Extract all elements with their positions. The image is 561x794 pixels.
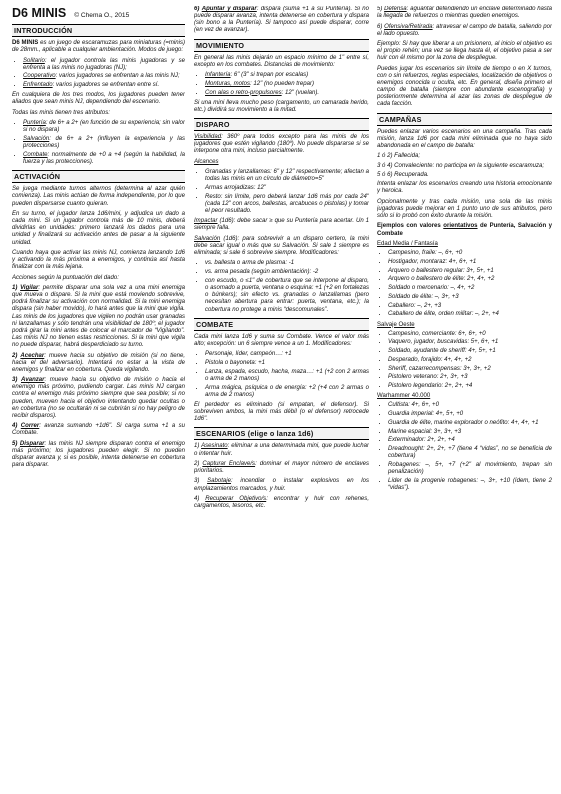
list-item: • Dreadnought: 2+, 2+, +7 (tiene 4 “vidas”, no se beneficia de cobertura) — [388, 446, 552, 460]
examples-heading-part: orientativos — [443, 223, 478, 230]
list-item: • Arma mágica, psíquica o de energía: +2 (+4 con 2 armas o arma de 2 manos) — [205, 385, 369, 399]
section-heading-introduccion: INTRODUCCIÓN — [12, 24, 185, 37]
list-item — [23, 58, 185, 72]
section-heading-activacion: ACTIVACIÓN — [12, 170, 185, 183]
list-item: • Marine espacial: 3+, 3+, +3 — [388, 429, 552, 436]
scenario-number: 3) — [194, 478, 200, 485]
attribute-label: Puntería — [23, 120, 46, 127]
intro-text: es un juego de escaramuzas para miniaturas (=minis) de 28mm., aplicable a cualquier ambientación. Modos de juego: — [12, 40, 185, 54]
save-label: Salvación — [194, 235, 221, 242]
list-item: • Campesino, fraile: –, 6+, +0 — [388, 250, 552, 257]
list-item — [205, 72, 369, 79]
scenario-entry — [194, 461, 369, 475]
scenario-label: Defensa — [384, 6, 407, 12]
impact-text: (1d6): debe sacar ≥ que su Puntería para acertar. Un 1 siempre falla. — [194, 218, 369, 232]
scenario-text: : aguantar defendiendo un enclave determinado hasta la llegada de refuerzos o mientras queden enemigos. — [377, 6, 552, 20]
list-item — [205, 90, 369, 97]
group-list — [377, 402, 552, 492]
list-item: • Campesino, comerciante: 6+, 6+, +0 — [388, 331, 552, 338]
list-item: • Soldado de élite: –, 3+, +3 — [388, 294, 552, 301]
impact-paragraph — [194, 218, 369, 232]
campaign-roll: 1 ó 2) Fallecida; — [377, 153, 421, 160]
list-item: • Guardia imperial: 4+, 5+, +0 — [388, 411, 552, 418]
nj-paragraph: En cualquiera de los tres modos, los jugadores pueden tener aliados que sean minis NJ, dependiendo del escenario. — [12, 92, 185, 106]
action-label: Vigilar — [20, 284, 39, 291]
scenario-entry — [377, 6, 552, 20]
list-item: • Pistolero legendario: 2+, 2+, +4 — [388, 383, 552, 390]
campaign-paragraph: Puedes enlazar varios escenarios en una campaña. Tras cada misión, lanza 1d6 por cada mini eliminada que no haya sido abandonada en el campo de batalla: — [377, 128, 552, 149]
campaign-roll: 3 ó 4) Convaleciente: no participa en la siguiente escaramuza; — [377, 162, 545, 169]
mode-text: : varios jugadores se enfrentan a las minis NJ; — [55, 73, 180, 80]
action-number: 2) — [12, 352, 18, 359]
attribute-text: : normalmente de +0 a +4 (según la habilidad, la fuerza y las protecciones). — [23, 151, 185, 166]
visibility-label: Visibilidad — [194, 134, 222, 141]
scenario-number: 2) — [194, 460, 200, 467]
action-number: 3) — [12, 377, 18, 384]
list-item: • Caballero: –, 2+, +3 — [388, 303, 552, 310]
section-heading-disparo: DISPARO — [194, 118, 369, 131]
column-2 — [194, 6, 369, 790]
scenario-label: Ofensiva/Retirada — [384, 23, 433, 30]
action-text: : mueve hacia su objetivo de misión (si no tiene, hacia el del adversario). Intentará no estar a la vista de enemigos y finalizar en cobertura. Queda vigilando. — [12, 352, 185, 373]
list-item: • Robagenes: –, 5+, +7 (+2" al movimiento, trepan sin penalización) — [388, 462, 552, 476]
scenario-number: 1) — [194, 443, 200, 450]
list-item: • Desperado, forajido: 4+, 4+, +2 — [388, 357, 552, 364]
list-item — [23, 82, 185, 89]
list-item: • Arquero o ballestero regular: 3+, 5+, +1 — [388, 268, 552, 275]
list-item: • Armas arrojadizas: 12" — [205, 185, 369, 192]
list-item: • Pistolero veterano: 2+, 3+, +3 — [388, 374, 552, 381]
movement-paragraph: Si una mini lleva mucho peso (cargamento, un camarada herido, etc.) dividirá su movimiento a la mitad. — [194, 99, 369, 113]
action-label: Acechar — [20, 352, 45, 359]
group-title: Edad Media / Fantasía — [377, 240, 438, 247]
action-label: Apuntar y disparar — [201, 6, 257, 12]
scenario-number: 6) — [377, 23, 383, 30]
mode-text: : varios jugadores se enfrentan entre sí. — [52, 82, 160, 89]
list-item — [23, 152, 185, 166]
combat-paragraph: Cada mini lanza 1d6 y suma su Combate. Vence el valor más alto; excepción: un 6 siempre vence a un 1. Modificadores: — [194, 333, 369, 347]
document-header — [12, 6, 185, 20]
section-heading-escenarios: ESCENARIOS (elige o lanza 1d6) — [194, 427, 369, 440]
scenario-label: Asesinato — [201, 443, 228, 450]
attribute-label: Combate — [23, 151, 48, 158]
list-item: • Sheriff, cazarrecompensas: 3+, 3+, +2 — [388, 366, 552, 373]
action-text: : dispara (suma +1 a su Puntería). Si no puede disparar avanza, intenta detenerse en cobertura y dispara (sin bono a la Puntería). Si tampoco así puede disparar, corre (en vez de avanzar). — [194, 6, 369, 34]
list-item — [23, 120, 185, 134]
mode-text: : el jugador controla las minis jugadoras y se enfrenta a las minis no jugadoras (NJ); — [23, 57, 185, 71]
list-item: • Caballero de élite, orden militar: –, 2+, +4 — [388, 311, 552, 318]
list-item: • Pistola o bayoneta: +1 — [205, 360, 369, 367]
action-entry — [194, 6, 369, 35]
section-heading-combate: COMBATE — [194, 318, 369, 331]
save-paragraph — [194, 236, 369, 257]
save-text: (1d6): para sobrevivir a un disparo certero, la mini debe sacar igual o más que su Salvación. Si sale 1 siempre es eliminada; si sale 6 sobrevive siempre. Modificadores: — [194, 235, 369, 257]
campaign-roll: 5 ó 6) Recuperada. — [377, 171, 429, 178]
action-entry — [12, 377, 185, 420]
movement-paragraph: En general las minis dejarán un espacio mínimo de 1" entre sí, excepto en los combates. Distancias de movimiento: — [194, 54, 369, 68]
scenario-entry — [194, 496, 369, 510]
scenario-text: : dominar el mayor número de enclaves prioritarios. — [194, 460, 369, 474]
action-text: : permite disparar una sola vez a una mini enemiga que mueva o dispare. Si la mini que está moviendo sobrevive, podrá finalizar su activación con normalidad. Si la mini enemiga dispara (sin haber movido), lo hará antes que la mini que vigila. Las minis de los jugadores que vigilen no podrán usar granadas ni lanzallamas y sólo tendrán una visibilidad de 180º; el jugador podrá girar la mini antes de colocar el marcador de “Vigilando”. Las minis NJ no tienen estas restricciones. Si la mini que vigila no puede disparar, habrá desperdiciado su turno. — [12, 284, 185, 349]
list-item — [23, 73, 185, 80]
action-number: 5) — [12, 440, 18, 447]
scenario-entry — [194, 443, 369, 457]
examples-heading-part: de Puntería, Salvación y Combate — [377, 223, 552, 237]
campaign-paragraph: Intenta enlazar los escenarios creando una historia emocionante y heroica. — [377, 181, 552, 195]
combat-modifiers-list — [194, 351, 369, 399]
scenario-text: : incendiar o instalar explosivos en los emplazamientos marcados, y huir. — [194, 478, 369, 492]
movement-label: Monturas, motos — [205, 80, 251, 87]
list-item: • Líder de la progenie robagenes: –, 3+, +10 (ídem, tiene 2 “vidas”). — [388, 478, 552, 492]
section-heading-campanas: CAMPAÑAS — [377, 113, 552, 126]
list-item: • Vaquero, jugador, buscavidas: 5+, 6+, +1 — [388, 339, 552, 346]
attribute-label: Salvación — [23, 136, 50, 143]
copyright-notice: © Chema O., 2015 — [74, 12, 130, 19]
group-list — [377, 250, 552, 318]
action-number: 1) — [12, 284, 18, 291]
mode-label: Solitario — [23, 57, 45, 64]
scenario-text: : encontrar y huir con rehenes, cargamentos, tesoros, etc. — [194, 495, 369, 509]
scenario-number: 4) — [194, 495, 200, 502]
movement-label: Con alas o retro-propulsores — [205, 89, 282, 96]
scenario-label: Recuperar Objetivo/s — [205, 495, 267, 502]
impact-label: Impactar — [194, 218, 218, 225]
list-item — [23, 136, 185, 150]
list-item: • Granadas y lanzallamas: 6" y 12" respectivamente; afectan a todas las minis en un círculo de diámetro=5" — [205, 169, 369, 183]
movement-text: : 6" (3" si trepan por escalas) — [230, 72, 309, 79]
group-title: Salvaje Oeste — [377, 321, 415, 328]
column-3 — [377, 6, 552, 790]
action-entry — [12, 423, 185, 437]
mode-label: Enfrentado — [23, 82, 53, 89]
attributes-intro: Todas las minis tienen tres atributos: — [12, 109, 110, 116]
examples-heading — [377, 223, 552, 237]
ranges-label: Alcances — [194, 158, 219, 165]
activation-paragraph: Se juega mediante turnos alternos (determina al azar quién comienza). Las minis actúan de forma independiente, por lo que pueden dispersarse cuanto quieran. — [12, 186, 185, 207]
action-text: : avanza sumando +1d6". Si carga suma +1 a su Combate. — [12, 423, 185, 437]
group-title: Warhammer 40.000 — [377, 393, 431, 400]
scenario-label: Sabotaje — [207, 478, 231, 485]
section-heading-movimiento: MOVIMIENTO — [194, 39, 369, 52]
intro-lead: D6 MINIS — [12, 40, 39, 46]
list-item: • vs. arma pesada (según ambientación): -2 — [205, 269, 369, 276]
game-modes-list — [12, 58, 185, 90]
action-entry — [12, 353, 185, 374]
scenario-text: : atravesar el campo de batalla, saliendo por el lado opuesto. — [377, 23, 552, 37]
column-1 — [12, 6, 185, 790]
list-item: • Guardia de élite, marine explorador o neófito: 4+, 4+, +1 — [388, 420, 552, 427]
attributes-list — [12, 120, 185, 166]
scenario-number: 5) — [377, 6, 383, 12]
list-item: • Cultista: 4+, 6+, +0 — [388, 402, 552, 409]
ranges-list — [194, 169, 369, 215]
list-item — [205, 81, 369, 88]
action-entry — [12, 441, 185, 470]
list-item: • con escudo, o ≤1" de cobertura que se interpone al disparo, o asomado a puerta, ventana o esquina: +1 (+2 en fortalezas o búnkers); sin efecto vs. granadas o lanzallamas (pero necesitan abertura para entrar: puerta, ventana, etc.); la cobertura no protege a minis “descomunales”. — [205, 278, 369, 314]
combat-paragraph: El perdedor es eliminado (si empatan, el defensor). Si sobreviven ambos, la mini más débil (o el defensor) retrocede 1d6". — [194, 401, 369, 423]
examples-heading-part: Ejemplos con valores — [377, 223, 444, 230]
activation-paragraph: Acciones según la puntuación del dado: — [12, 274, 119, 281]
activation-paragraph: Cuando haya que activar las minis NJ, comienza lanzando 1d6 y activando la más próxima a enemigos, y continúa así hasta finalizar con la más lejana. — [12, 249, 185, 271]
scenario-label: Capturar Enclave/s — [202, 460, 256, 467]
list-item: • Exterminador: 2+, 2+, +4 — [388, 437, 552, 444]
scenario-design-paragraph: Puedes jugar los escenarios sin límite de tiempo o en X turnos, con o sin refuerzos, reglas especiales, localización de objetivos o enemigos conocida u oculta, etc. En general, diseña primero el campo de batalla (siempre con abundante escenografía) y posteriormente determina al azar las zonas de despliegue de cada facción. — [377, 65, 552, 108]
list-item: • Arquero o ballestero de élite: 2+, 4+, +2 — [388, 276, 552, 283]
attribute-text: : de 6+ a 2+ (influyen la experiencia y las protecciones) — [23, 136, 185, 150]
document-title: D6 MINIS — [12, 6, 67, 20]
campaign-paragraph: Opcionalmente y tras cada misión, una sola de las minis jugadoras puede mejorar en 1 punto uno de sus atributos, pero sólo si lo probó con éxito durante la misión. — [377, 198, 552, 220]
action-label: Avanzar — [20, 377, 45, 384]
movement-list — [194, 72, 369, 97]
group-list — [377, 331, 552, 391]
visibility-paragraph — [194, 134, 369, 155]
list-item: • Personaje, líder, campeón…: +1 — [205, 351, 369, 358]
scenario-entry — [194, 478, 369, 492]
scenario-text: : eliminar a una determinada mini, que puede luchar o intentar huir. — [194, 443, 369, 457]
visibility-text: : 360º para todos excepto para las minis de los jugadores que estén vigilando (180º). No puede dispararse si se interpone otra mini, incluso parcialmente. — [194, 134, 369, 155]
list-item: • Soldado, ayudante de sheriff: 4+, 5+, +1 — [388, 348, 552, 355]
attribute-text: : de 6+ a 2+ (en función de su experiencia; sin valor si no dispara) — [23, 120, 185, 134]
list-item: • vs. ballesta o arma de plasma: -1 — [205, 260, 369, 267]
movement-label: Infantería — [205, 72, 231, 79]
list-item: • Resto: sin límite, pero deberá lanzar 1d6 más por cada 24" (cada 12" con arcos, ballestas, arcabuces o pistolas) y tomar el peor resultado. — [205, 194, 369, 215]
action-number: 4) — [12, 423, 18, 430]
action-entry — [12, 285, 185, 349]
movement-text: : 12" (no pueden trepar) — [250, 80, 315, 87]
action-text: : las minis NJ siempre disparan contra el enemigo más próximo; los jugadores pueden elegir. Si no pueden disparar avanza y, si es posible, intenta detenerse en cobertura para disparar. — [12, 440, 185, 469]
activation-paragraph: En su turno, el jugador lanza 1d6/mini, y adjudica un dado a cada mini. Si un jugador controla más de 10 minis, deberá dividirlas en unidades: primero lanzará los dados para una unidad y finalizará su activación antes de pasar a la siguiente unidad. — [12, 210, 185, 246]
list-item: • Lanza, espada, escudo, hacha, maza…: +1 (+2 con 2 armas o arma de 2 manos) — [205, 369, 369, 383]
action-label: Correr — [20, 423, 40, 430]
example-paragraph: Ejemplo: Si hay que liberar a un prisionero, al inicio el objetivo es el propio rehén; una vez se llega hasta él, el objetivo pasa a ser huir con él mismo por la zona de despliegue. — [377, 41, 552, 62]
movement-text: : 12" (vuelan). — [281, 89, 320, 96]
list-item: • Soldado o mercenario: –, 4+, +2 — [388, 285, 552, 292]
mode-label: Cooperativo — [23, 73, 56, 80]
scenario-entry — [377, 24, 552, 38]
list-item: • Hostigador, montaraz: 4+, 6+, +1 — [388, 259, 552, 266]
action-label: Disparar — [19, 440, 45, 447]
intro-paragraph — [12, 40, 185, 54]
action-number: 6) — [194, 6, 200, 12]
save-modifiers-list — [194, 260, 369, 313]
action-text: : mueve hacia su objetivo de misión o hacia el enemigo más próximo, pudiendo cargar. Las minis NJ cargan contra el enemigo más próximo siempre que sea posible; si no pueden, mueven hacia el objetivo intentando quedar ocultas o en cobertura (no se ocultarán ni se cubrirán si no hay peligro de recibir disparos). — [12, 377, 185, 419]
